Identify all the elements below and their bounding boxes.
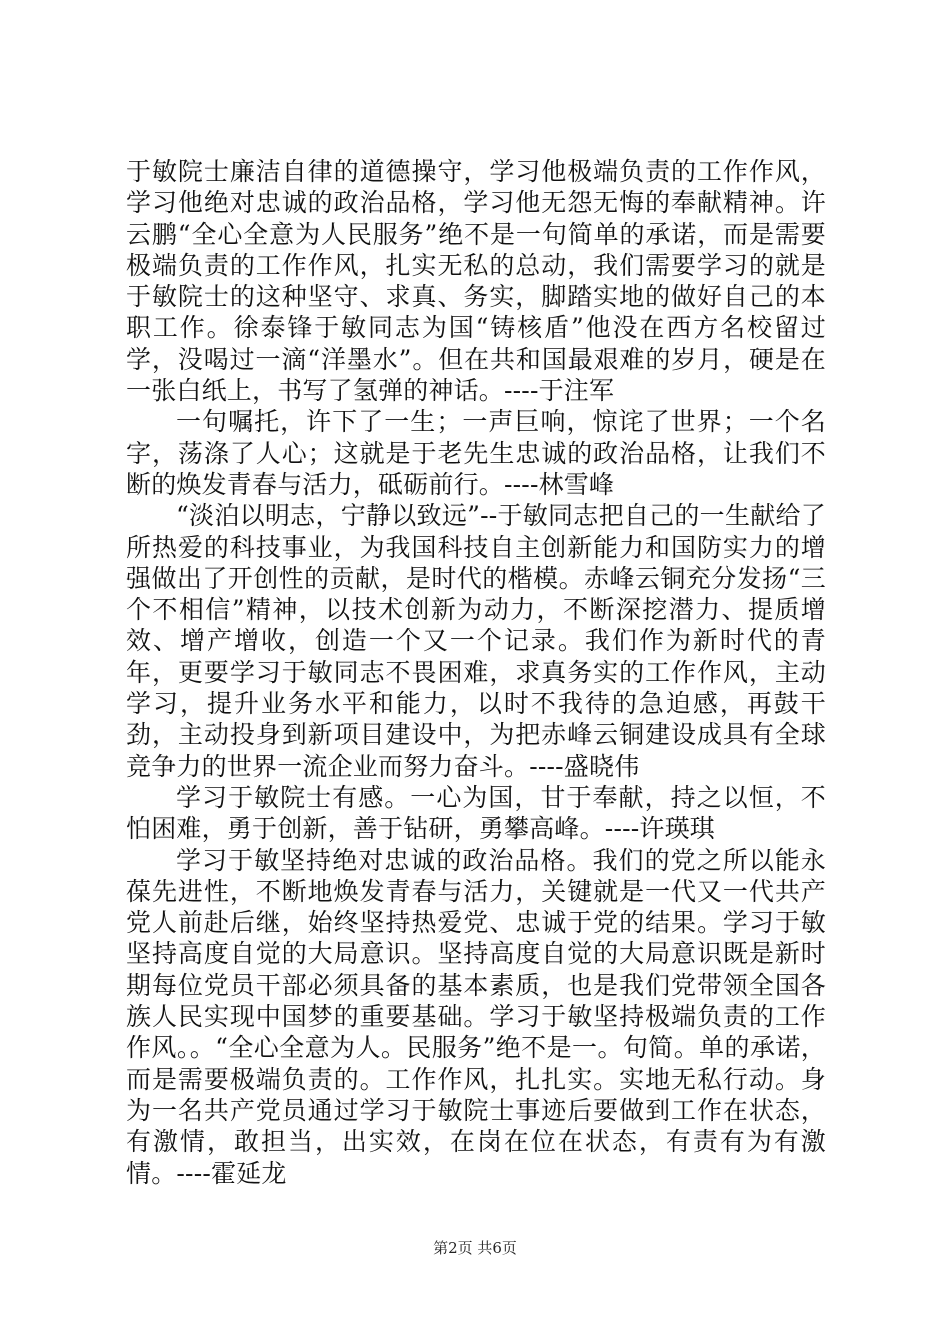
page-number-footer: 第2页 共6页 xyxy=(433,1239,517,1257)
paragraph-2: 一句嘱托，许下了一生；一声巨响，惊诧了世界；一个名字，荡涤了人心；这就是于老先生忠诚的政治品格，让我们不断的焕发青春与活力，砥砺前行。----林雪峰 xyxy=(126,407,826,499)
paragraph-1: 于敏院士廉洁自律的道德操守，学习他极端负责的工作作风，学习他绝对忠诚的政治品格，学习他无怨无悔的奉献精神。许云鹏“全心全意为人民服务”绝不是一句简单的承诺，而是需要极端负责的工作作风，扎实无私的总动，我们需要学习的就是于敏院士的这种坚守、求真、务实，脚踏实地的做好自己的本职工作。徐泰锋于敏同志为国“铸核盾”他没在西方名校留过学，没喝过一滴“洋墨水”。但在共和国最艰难的岁月，硬是在一张白纸上，书写了氢弹的神话。----于注军 xyxy=(126,157,826,406)
paragraph-3: “淡泊以明志，宁静以致远”--于敏同志把自己的一生献给了所热爱的科技事业，为我国科技自主创新能力和国防实力的增强做出了开创性的贡献，是时代的楷模。赤峰云铜充分发扬“三个不相信”精神，以技术创新为动力，不断深挖潜力、提质增效、增产增收，创造一个又一个记录。我们作为新时代的青年，更要学习于敏同志不畏困难，求真务实的工作作风，主动学习，提升业务水平和能力，以时不我待的急迫感，再鼓干劲，主动投身到新项目建设中，为把赤峰云铜建设成具有全球竞争力的世界一流企业而努力奋斗。----盛晓伟 xyxy=(126,501,826,781)
paragraph-5: 学习于敏坚持绝对忠诚的政治品格。我们的党之所以能永葆先进性，不断地焕发青春与活力，关键就是一代又一代共产党人前赴后继，始终坚持热爱党、忠诚于党的结果。学习于敏坚持高度自觉的大局意识。坚持高度自觉的大局意识既是新时期每位党员干部必须具备的基本素质，也是我们党带领全国各族人民实现中国梦的重要基础。学习于敏坚持极端负责的工作作风。。“全心全意为人。民服务”绝不是一。句简。单的承诺，而是需要极端负责的。工作作风，扎扎实。实地无私行动。身为一名共产党员通过学习于敏院士事迹后要做到工作在状态，有激情，敢担当，出实效，在岗在位在状态，有责有为有激情。----霍延龙 xyxy=(126,845,826,1188)
document-body xyxy=(126,156,826,1189)
paragraph-4: 学习于敏院士有感。一心为国，甘于奉献，持之以恒，不怕困难，勇于创新，善于钻研，勇攀高峰。----许瑛琪 xyxy=(126,782,826,844)
